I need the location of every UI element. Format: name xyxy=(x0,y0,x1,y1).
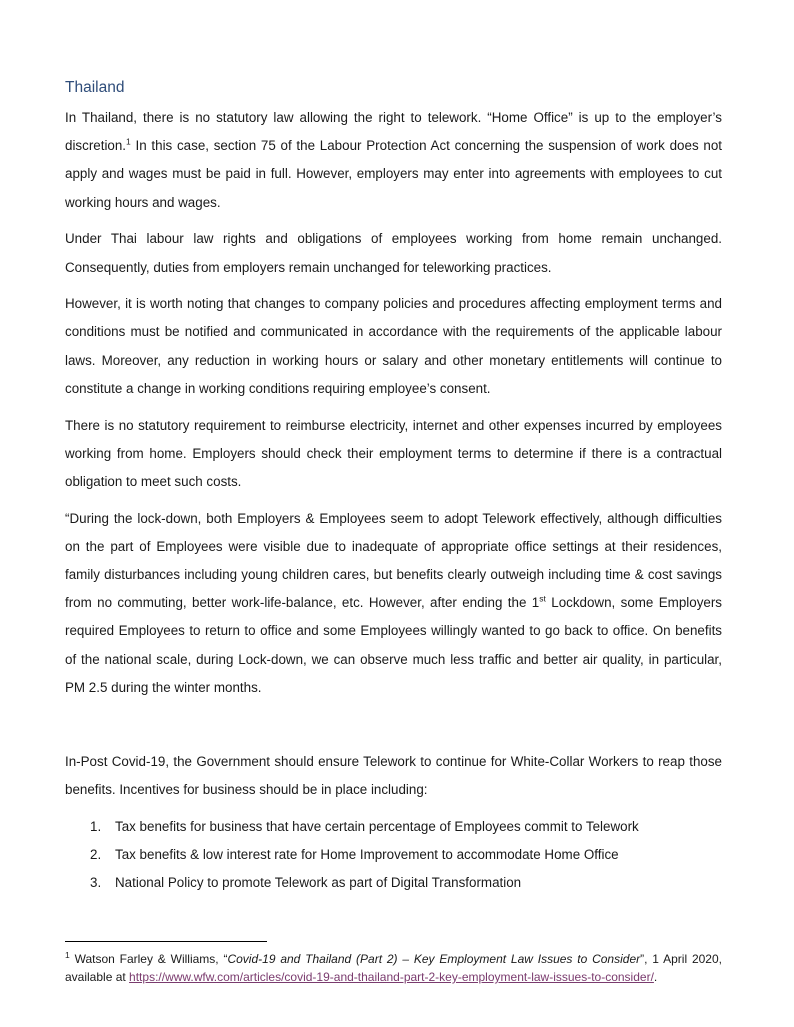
footnote-date: ”, 1 April 2020, available at xyxy=(65,952,722,984)
paragraph-3: However, it is worth noting that changes to company policies and procedures affecting employment terms and conditions must be notified and communicated in accordance with the requirements of the applicable labour laws. Moreover, any reduction in working hours or salary and other monetary entitlements will continue to constitute a change in working conditions requiring employee’s consent. xyxy=(65,296,722,396)
list-item xyxy=(65,869,722,897)
footnote-link[interactable]: https://www.wfw.com/articles/covid-19-and-thailand-part-2-key-employment-law-issues-to-consider/ xyxy=(129,970,654,984)
paragraph-4: There is no statutory requirement to reimburse electricity, internet and other expenses incurred by employees working from home. Employers should check their employment terms to determine if there is a contractual obligation to meet such costs. xyxy=(65,417,722,489)
footnote-reference[interactable]: 1 xyxy=(126,136,131,147)
paragraph-1-text-b: In this case, section 75 of the Labour Protection Act concerning the suspension of work does not apply and wages must be paid in full. However, employers may enter into agreements with employees to cut working hours and wages. xyxy=(65,138,722,210)
list-item-number: 3. xyxy=(90,875,102,891)
list-item-text: Tax benefits & low interest rate for Home Improvement to accommodate Home Office xyxy=(115,847,619,863)
paragraph-1 xyxy=(65,104,722,217)
section-heading: Thailand xyxy=(65,79,125,96)
document-body xyxy=(65,78,722,898)
list-item-number: 2. xyxy=(90,847,102,863)
paragraph-5-quote xyxy=(65,505,722,702)
list-item-text: National Policy to promote Telework as part of Digital Transformation xyxy=(115,875,522,891)
list-item xyxy=(65,841,722,869)
list-item xyxy=(65,813,722,841)
paragraph-6: In-Post Covid-19, the Government should ensure Telework to continue for White-Collar Workers to reap those benefits. Incentives for business should be in place including: xyxy=(65,754,722,798)
paragraph-1-text-a: In Thailand, there is no statutory law allowing the right to telework. “Home Office” is up to the employer’s discretion. xyxy=(65,110,722,154)
footnote xyxy=(65,950,722,986)
footnote-title: Covid-19 and Thailand (Part 2) – Key Employment Law Issues to Consider xyxy=(227,952,641,966)
footnote-separator xyxy=(65,941,267,942)
list-item-text: Tax benefits for business that have certain percentage of Employees commit to Telework xyxy=(115,818,639,834)
ordinal-superscript: st xyxy=(539,593,546,604)
paragraph-5-text-a: “During the lock-down, both Employers & Employees seem to adopt Telework effectively, although difficulties on the part of Employees were visible due to inadequate of appropriate office settings at their residences, family disturbances including young children cares, but benefits clearly outweigh including time & cost savings from no commuting, better work-life-balance, etc. However, after ending the 1 xyxy=(65,510,722,611)
incentives-list xyxy=(65,813,722,898)
paragraph-2: Under Thai labour law rights and obligations of employees working from home remain unchanged. Consequently, duties from employers remain unchanged for teleworking practices. xyxy=(65,231,722,275)
footnote-marker: 1 xyxy=(65,950,70,960)
paragraph-5-text-b: Lockdown, some Employers required Employees to return to office and some Employees willingly wanted to go back to office. On benefits of the national scale, during Lock-down, we can observe much less traffic and better air quality, in particular, PM 2.5 during the winter months. xyxy=(65,595,723,695)
footnote-end: . xyxy=(653,970,658,984)
footnote-author: Watson Farley & Williams, “ xyxy=(69,952,228,966)
list-item-number: 1. xyxy=(90,818,102,834)
